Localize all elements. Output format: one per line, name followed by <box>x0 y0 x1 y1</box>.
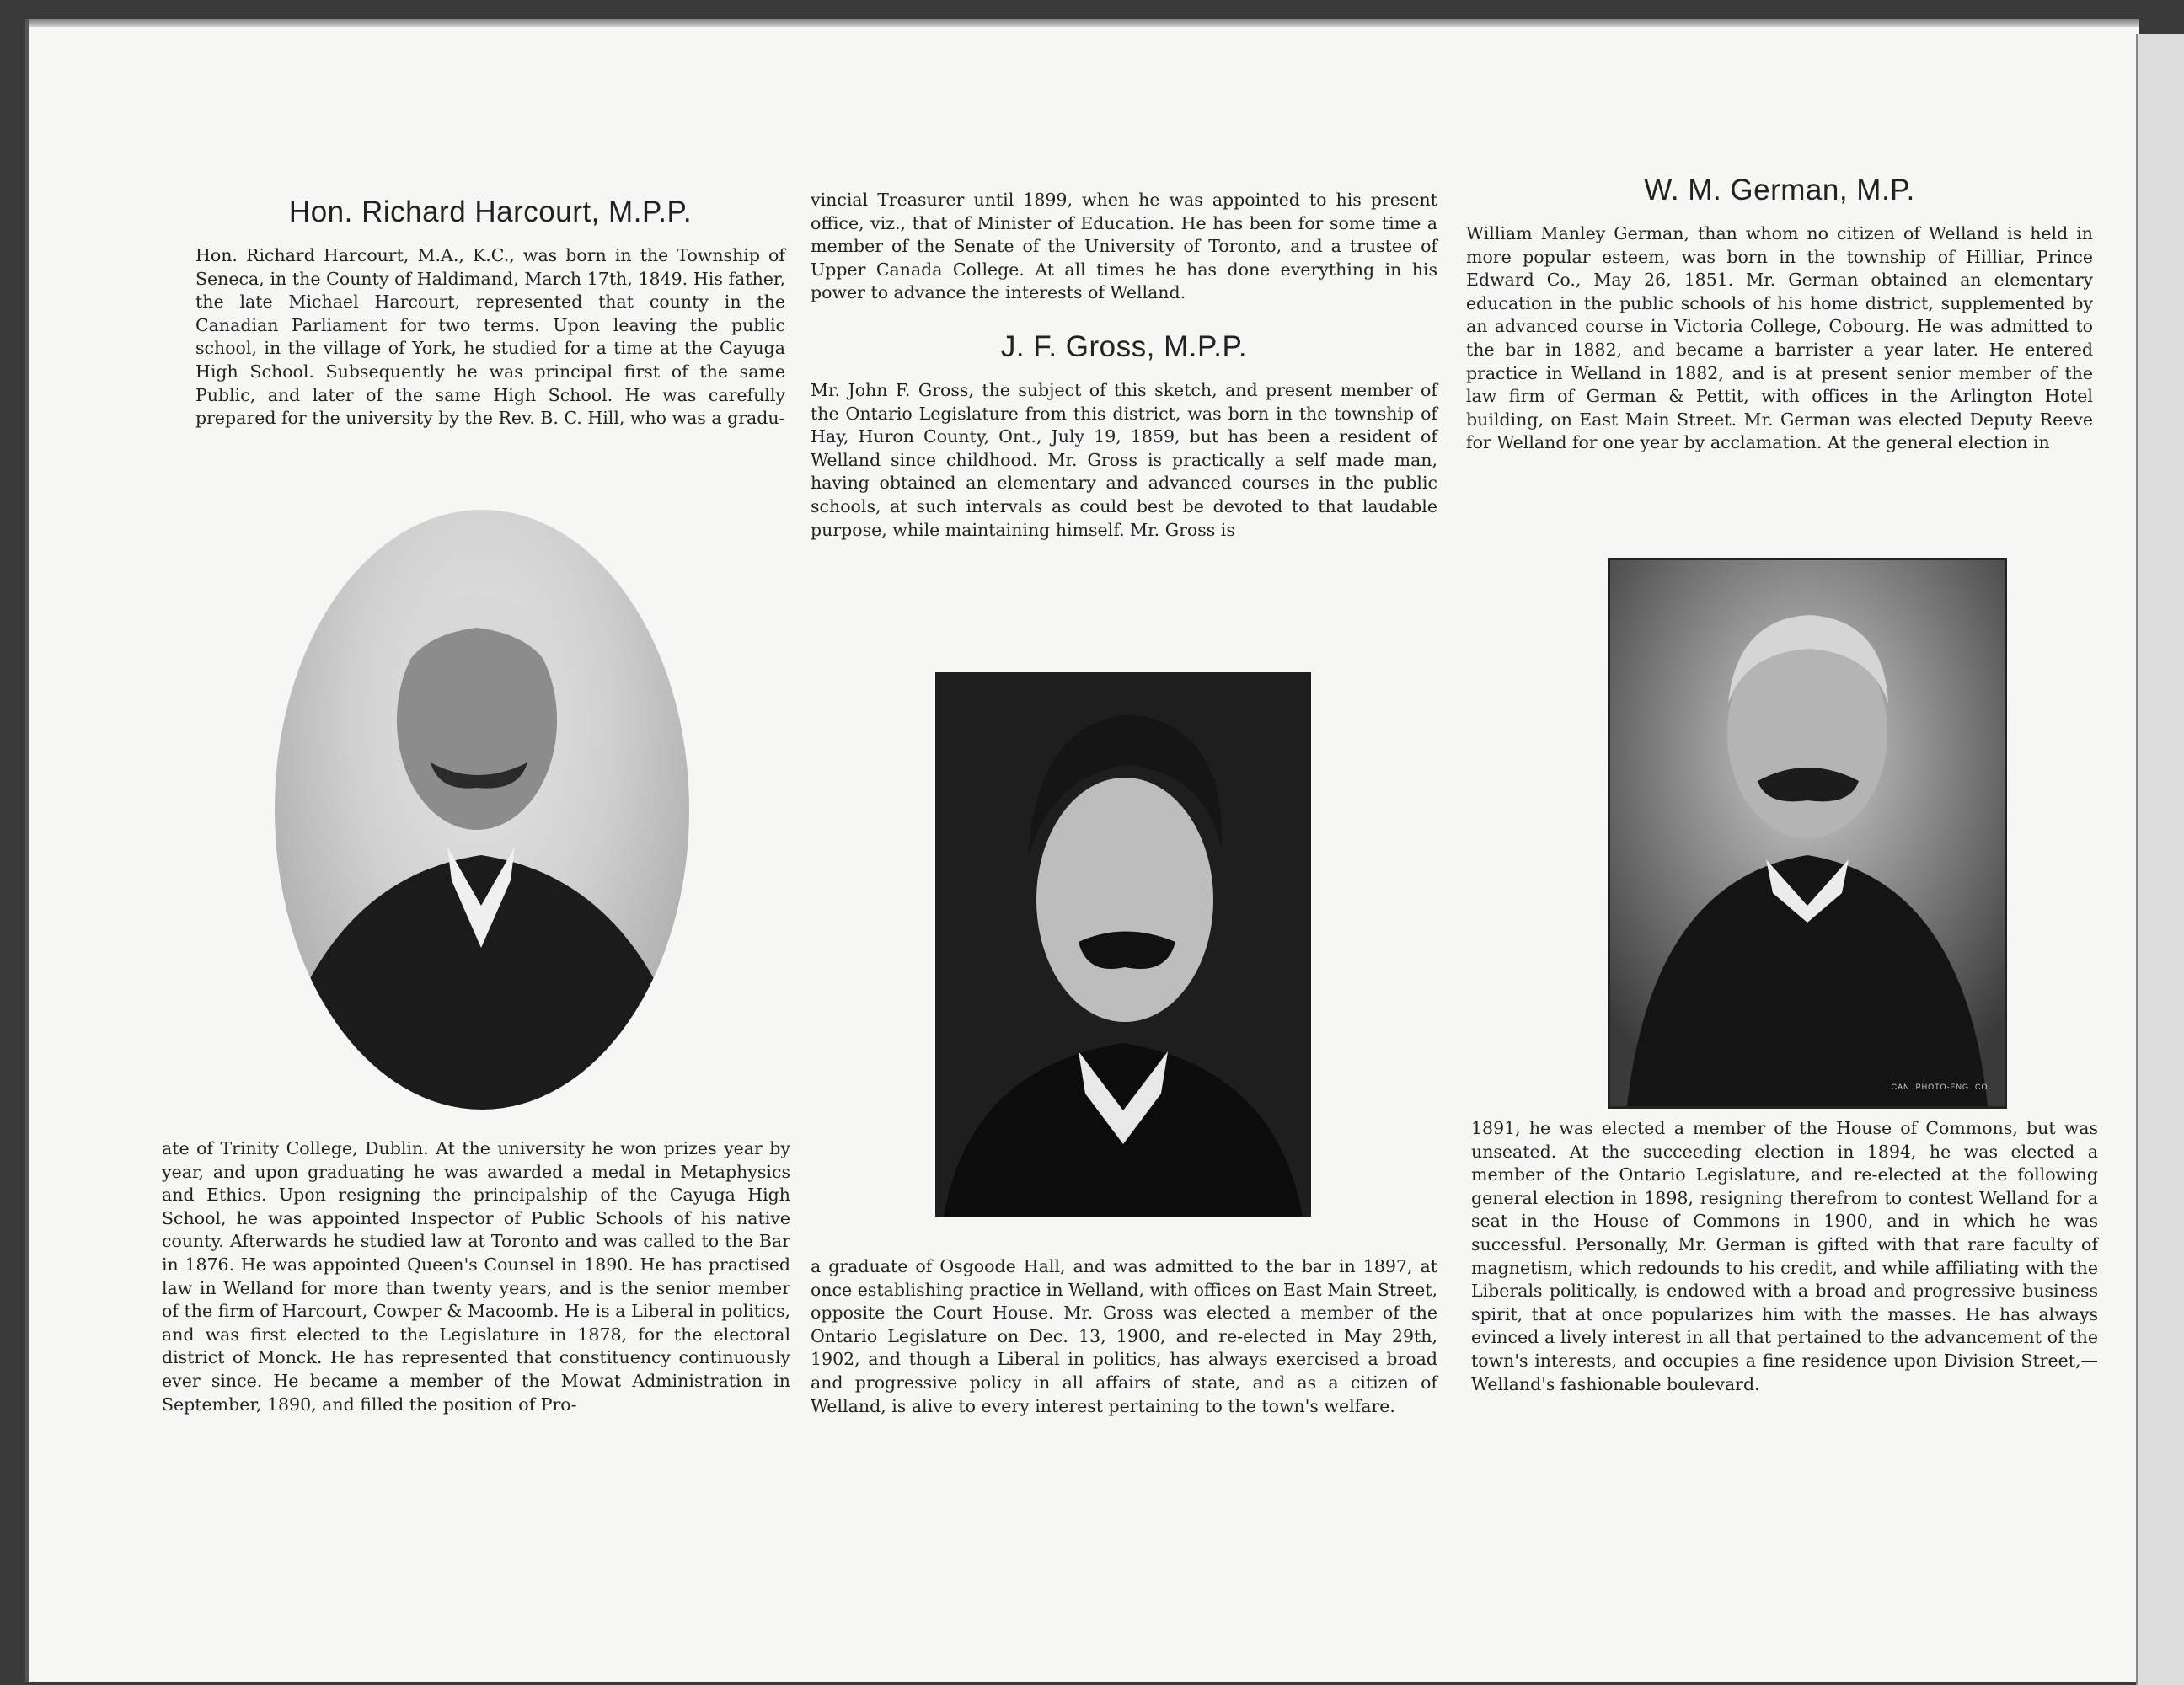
harcourt-heading: Hon. Richard Harcourt, M.P.P. <box>288 195 693 228</box>
photo-engraver-credit: CAN. PHOTO-ENG. CO. <box>1891 1083 1991 1091</box>
harcourt-portrait <box>275 510 689 1110</box>
gross-figure <box>935 672 1311 1217</box>
harcourt-article-top <box>195 195 785 431</box>
german-figure <box>1610 560 2005 1106</box>
gross-portrait <box>935 672 1311 1217</box>
harcourt-continuation: ate of Trinity College, Dublin. At the university he won prizes year by year, and upon graduating he was awarded a medal in Metaphysics and Ethics. Upon resigning the principalship of the Cayuga High School, he was appointed Inspector of Public Schools of his native county. Afterwards he studied law at Toronto and was called to the Bar in 1876. He was appointed Queen's Counsel in 1890. He has practised law in Welland for more than twenty years, and is the senior member of the firm of Harcourt, Cowper & Macoomb. He is a Liberal in politics, and was first elected to the Legislature in 1878, for the electoral district of Monck. He has represented that constituency continuously ever since. He became a member of the Mowat Administration in September, 1890, and filled the position of Pro- <box>162 1138 790 1415</box>
german-article-top <box>1466 174 2093 455</box>
german-heading: W. M. German, M.P. <box>1644 174 1915 206</box>
german-article-bottom <box>1471 1117 2098 1396</box>
gross-continuation: a graduate of Osgoode Hall, and was admitted to the bar in 1897, at once establishing practice in Welland, with offices on East Main Street, opposite the Court House. Mr. Gross was elected a member of the Ontario Legislature on Dec. 13, 1900, and re-elected in May 29th, 1902, and though a Liberal in politics, has always exercised a broad and progressive policy in all affairs of state, and as a citizen of Welland, is alive to every interest pertaining to the town's welfare. <box>811 1256 1437 1416</box>
middle-column-top <box>811 189 1437 542</box>
german-portrait <box>1608 558 2007 1109</box>
harcourt-article-bottom <box>162 1137 790 1416</box>
gross-heading: J. F. Gross, M.P.P. <box>1000 329 1248 363</box>
german-intro: William Manley German, than whom no citizen of Welland is held in more popular esteem, was born in the township of Hilliar, Prince Edward Co., May 26, 1851. Mr. German obtained an elementary education in the public schools of his home district, supplemented by an advanced course in Victoria College, Cobourg. He was admitted to the bar in 1882, and became a barrister a year later. He entered practice in Welland in 1882, and is at present senior member of the law firm of German & Pettit, with offices in the Arlington Hotel building, on East Main Street. Mr. German was elected Deputy Reeve for Welland for one year by acclamation. At the general election in <box>1466 223 2093 453</box>
gross-article-bottom <box>811 1255 1437 1418</box>
gross-intro: Mr. John F. Gross, the subject of this sketch, and present member of the Ontario Legislature from this district, was born in the township of Hay, Huron County, Ont., July 19, 1859, but has been a resident of Welland since childhood. Mr. Gross is practically a self made man, having obtained an elementary and advanced courses in the public schools, at such intervals as could best be devoted to that laudable purpose, while maintaining himself. Mr. Gross is <box>811 379 1437 540</box>
harcourt-figure <box>275 510 689 1110</box>
german-continuation: 1891, he was elected a member of the House of Commons, but was unseated. At the succeeding election in 1894, he was elected a member of the Ontario Legislature, and re-elected at the following general election in 1898, resigning therefrom to contest Welland for a seat in the House of Commons in 1900, and in which he was successful. Personally, Mr. German is gifted with that rare faculty of magnetism, which redounds to his credit, and while affiliating with the Liberals politically, is endowed with a broad and progressive business spirit, that at once popularizes him with the masses. He has always evinced a lively interest in all that pertained to the advancement of the town's interests, and occupies a fine residence upon Division Street,—Welland's fashionable boulevard. <box>1471 1118 2098 1394</box>
harcourt-intro: Hon. Richard Harcourt, M.A., K.C., was born in the Township of Seneca, in the County of Haldimand, March 17th, 1849. His father, the late Michael Harcourt, represented that county in the Canadian Parliament for two terms. Upon leaving the public school, in the village of York, he studied for a time at the Cayuga High School. Subsequently he was principal first of the same Public, and later of the same High School. He was carefully prepared for the university by the Rev. B. C. Hill, who was a gradu- <box>195 245 785 429</box>
adjacent-page-edge <box>2136 34 2184 1685</box>
harcourt-conclusion: vincial Treasurer until 1899, when he was appointed to his present office, viz., that of Minister of Education. He has been for some time a member of the Senate of the University of Toronto, and a trustee of Upper Canada College. At all times he has done everything in his power to advance the interests of Welland. <box>811 190 1437 303</box>
